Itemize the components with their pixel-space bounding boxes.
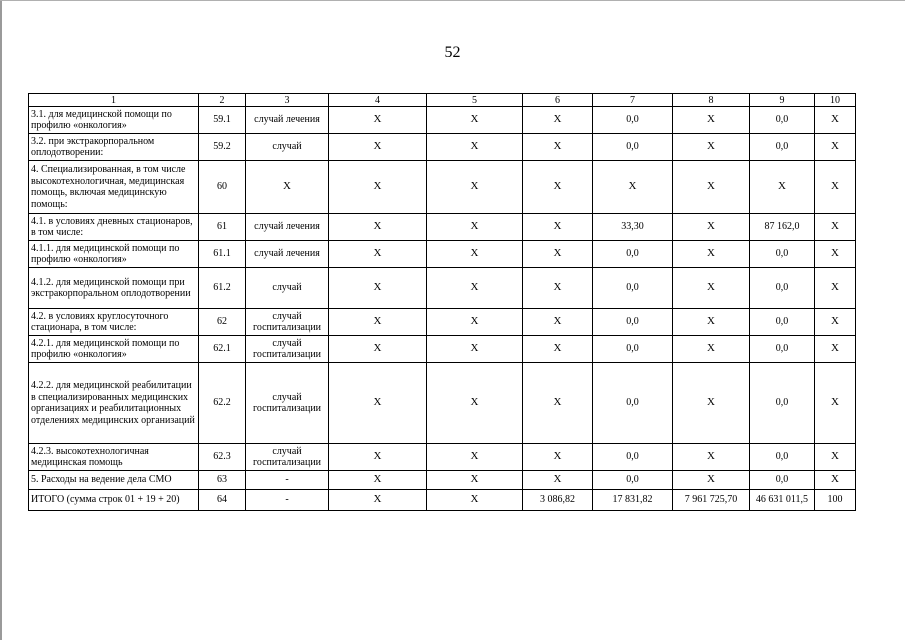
table-cell: X (427, 444, 523, 471)
table-cell: X (523, 444, 593, 471)
table-cell: X (815, 363, 856, 444)
row-name: 4.2.1. для медицинской помощи по профилю «онкология» (29, 336, 199, 363)
table-cell: X (427, 134, 523, 161)
row-name: 4.2. в условиях круглосуточного стационара, в том числе: (29, 309, 199, 336)
row-unit: случай госпитализации (246, 336, 329, 363)
row-unit: случай госпитализации (246, 363, 329, 444)
table-row (29, 214, 856, 241)
table-cell: X (427, 471, 523, 490)
row-unit: - (246, 490, 329, 511)
table-cell: 0,0 (750, 336, 815, 363)
row-unit: случай лечения (246, 107, 329, 134)
table-cell: X (329, 490, 427, 511)
table-cell: X (673, 336, 750, 363)
row-code: 62.2 (199, 363, 246, 444)
table-cell: 0,0 (593, 471, 673, 490)
table-cell: X (815, 309, 856, 336)
table-cell: X (329, 268, 427, 309)
table-cell: 0,0 (750, 444, 815, 471)
row-unit: случай госпитализации (246, 309, 329, 336)
table-cell: X (427, 490, 523, 511)
table-row (29, 268, 856, 309)
table-cell: X (329, 444, 427, 471)
table-cell: X (673, 471, 750, 490)
row-code: 59.2 (199, 134, 246, 161)
table-cell: X (673, 444, 750, 471)
table-cell: X (673, 134, 750, 161)
row-code: 60 (199, 161, 246, 214)
table-cell: X (427, 107, 523, 134)
page-number: 52 (444, 44, 461, 61)
table-cell: X (523, 214, 593, 241)
row-unit: X (246, 161, 329, 214)
column-header: 1 (29, 94, 199, 107)
table-cell: X (815, 134, 856, 161)
table-cell: X (329, 107, 427, 134)
table-cell: X (329, 161, 427, 214)
table-cell: X (523, 134, 593, 161)
table-cell: 7 961 725,70 (673, 490, 750, 511)
table-cell: X (427, 161, 523, 214)
table-row (29, 161, 856, 214)
table-cell: X (673, 363, 750, 444)
table-row (29, 107, 856, 134)
table-cell: X (593, 161, 673, 214)
table-row (29, 363, 856, 444)
column-header: 5 (427, 94, 523, 107)
table-cell: X (427, 336, 523, 363)
row-name: 4.1. в условиях дневных стационаров, в том числе: (29, 214, 199, 241)
table-row-total (29, 490, 856, 511)
table-cell: X (523, 336, 593, 363)
table-cell: 100 (815, 490, 856, 511)
column-header: 6 (523, 94, 593, 107)
table-cell: X (815, 241, 856, 268)
row-code: 61 (199, 214, 246, 241)
table-row (29, 134, 856, 161)
table-cell: X (815, 336, 856, 363)
row-unit: случай (246, 268, 329, 309)
table-cell: X (523, 471, 593, 490)
table-cell: X (329, 471, 427, 490)
table-cell: X (329, 214, 427, 241)
table-cell: X (673, 241, 750, 268)
column-header: 8 (673, 94, 750, 107)
table-cell: X (329, 134, 427, 161)
table-cell: X (523, 161, 593, 214)
row-name: 5. Расходы на ведение дела СМО (29, 471, 199, 490)
table-cell: 0,0 (593, 363, 673, 444)
table-cell: X (329, 241, 427, 268)
table-cell: 0,0 (593, 268, 673, 309)
page-left-edge (0, 0, 2, 640)
column-header: 4 (329, 94, 427, 107)
table-cell: 0,0 (750, 471, 815, 490)
row-name: 4. Специализированная, в том числе высокотехнологичная, медицинская помощь, включая медицинскую помощь: (29, 161, 199, 214)
row-code: 62 (199, 309, 246, 336)
table-cell: X (815, 214, 856, 241)
table-cell: 0,0 (593, 309, 673, 336)
row-code: 63 (199, 471, 246, 490)
row-unit: случай (246, 134, 329, 161)
table-cell: 0,0 (750, 268, 815, 309)
table-cell: X (523, 309, 593, 336)
table-cell: 0,0 (750, 107, 815, 134)
table-cell: X (329, 309, 427, 336)
table-cell: X (815, 161, 856, 214)
table-cell: 0,0 (593, 241, 673, 268)
table-cell: 0,0 (593, 444, 673, 471)
row-code: 62.3 (199, 444, 246, 471)
table-cell: X (427, 241, 523, 268)
row-code: 61.1 (199, 241, 246, 268)
column-header: 9 (750, 94, 815, 107)
table-row (29, 309, 856, 336)
column-header: 7 (593, 94, 673, 107)
table-cell: 0,0 (750, 309, 815, 336)
table-row (29, 336, 856, 363)
table-cell: 87 162,0 (750, 214, 815, 241)
table-cell: X (427, 214, 523, 241)
column-header: 2 (199, 94, 246, 107)
row-name: 4.1.2. для медицинской помощи при экстракорпоральном оплодотворении (29, 268, 199, 309)
table-row (29, 444, 856, 471)
table-cell: X (427, 363, 523, 444)
row-code: 62.1 (199, 336, 246, 363)
table-cell: X (523, 107, 593, 134)
header-row (29, 94, 856, 107)
table-cell: 17 831,82 (593, 490, 673, 511)
table-cell: X (673, 268, 750, 309)
table-row (29, 241, 856, 268)
table-cell: 0,0 (593, 336, 673, 363)
table-cell: X (523, 268, 593, 309)
table-cell: 0,0 (593, 107, 673, 134)
row-name: 3.2. при экстракорпоральном оплодотворении: (29, 134, 199, 161)
table-cell: X (815, 471, 856, 490)
row-unit: случай лечения (246, 214, 329, 241)
row-name: 3.1. для медицинской помощи по профилю «онкология» (29, 107, 199, 134)
table-cell: X (427, 309, 523, 336)
table-cell: X (427, 268, 523, 309)
table-cell: X (329, 336, 427, 363)
row-name: 4.1.1. для медицинской помощи по профилю «онкология» (29, 241, 199, 268)
table-cell: X (523, 241, 593, 268)
table-cell: 0,0 (750, 241, 815, 268)
table-cell: 0,0 (750, 363, 815, 444)
table-cell: X (815, 107, 856, 134)
table-cell: X (673, 107, 750, 134)
table-cell: X (750, 161, 815, 214)
table-row (29, 471, 856, 490)
column-header: 3 (246, 94, 329, 107)
row-name: 4.2.2. для медицинской реабилитации в специализированных медицинских организациях и реабилитационных отделениях медицинских организаций (29, 363, 199, 444)
table-cell: X (673, 161, 750, 214)
row-code: 59.1 (199, 107, 246, 134)
table-cell: 0,0 (593, 134, 673, 161)
table-cell: 3 086,82 (523, 490, 593, 511)
table-cell: X (815, 444, 856, 471)
row-code: 61.2 (199, 268, 246, 309)
row-unit: - (246, 471, 329, 490)
table-cell: 0,0 (750, 134, 815, 161)
table-cell: X (673, 214, 750, 241)
table-cell: 33,30 (593, 214, 673, 241)
data-table (28, 93, 856, 511)
row-name: ИТОГО (сумма строк 01 + 19 + 20) (29, 490, 199, 511)
table-cell: X (673, 309, 750, 336)
table-cell: X (329, 363, 427, 444)
row-unit: случай госпитализации (246, 444, 329, 471)
page-top-edge (0, 0, 905, 1)
table-cell: X (815, 268, 856, 309)
row-code: 64 (199, 490, 246, 511)
column-header: 10 (815, 94, 856, 107)
table-cell: X (523, 363, 593, 444)
row-unit: случай лечения (246, 241, 329, 268)
table-cell: 46 631 011,5 (750, 490, 815, 511)
row-name: 4.2.3. высокотехнологичная медицинская помощь (29, 444, 199, 471)
